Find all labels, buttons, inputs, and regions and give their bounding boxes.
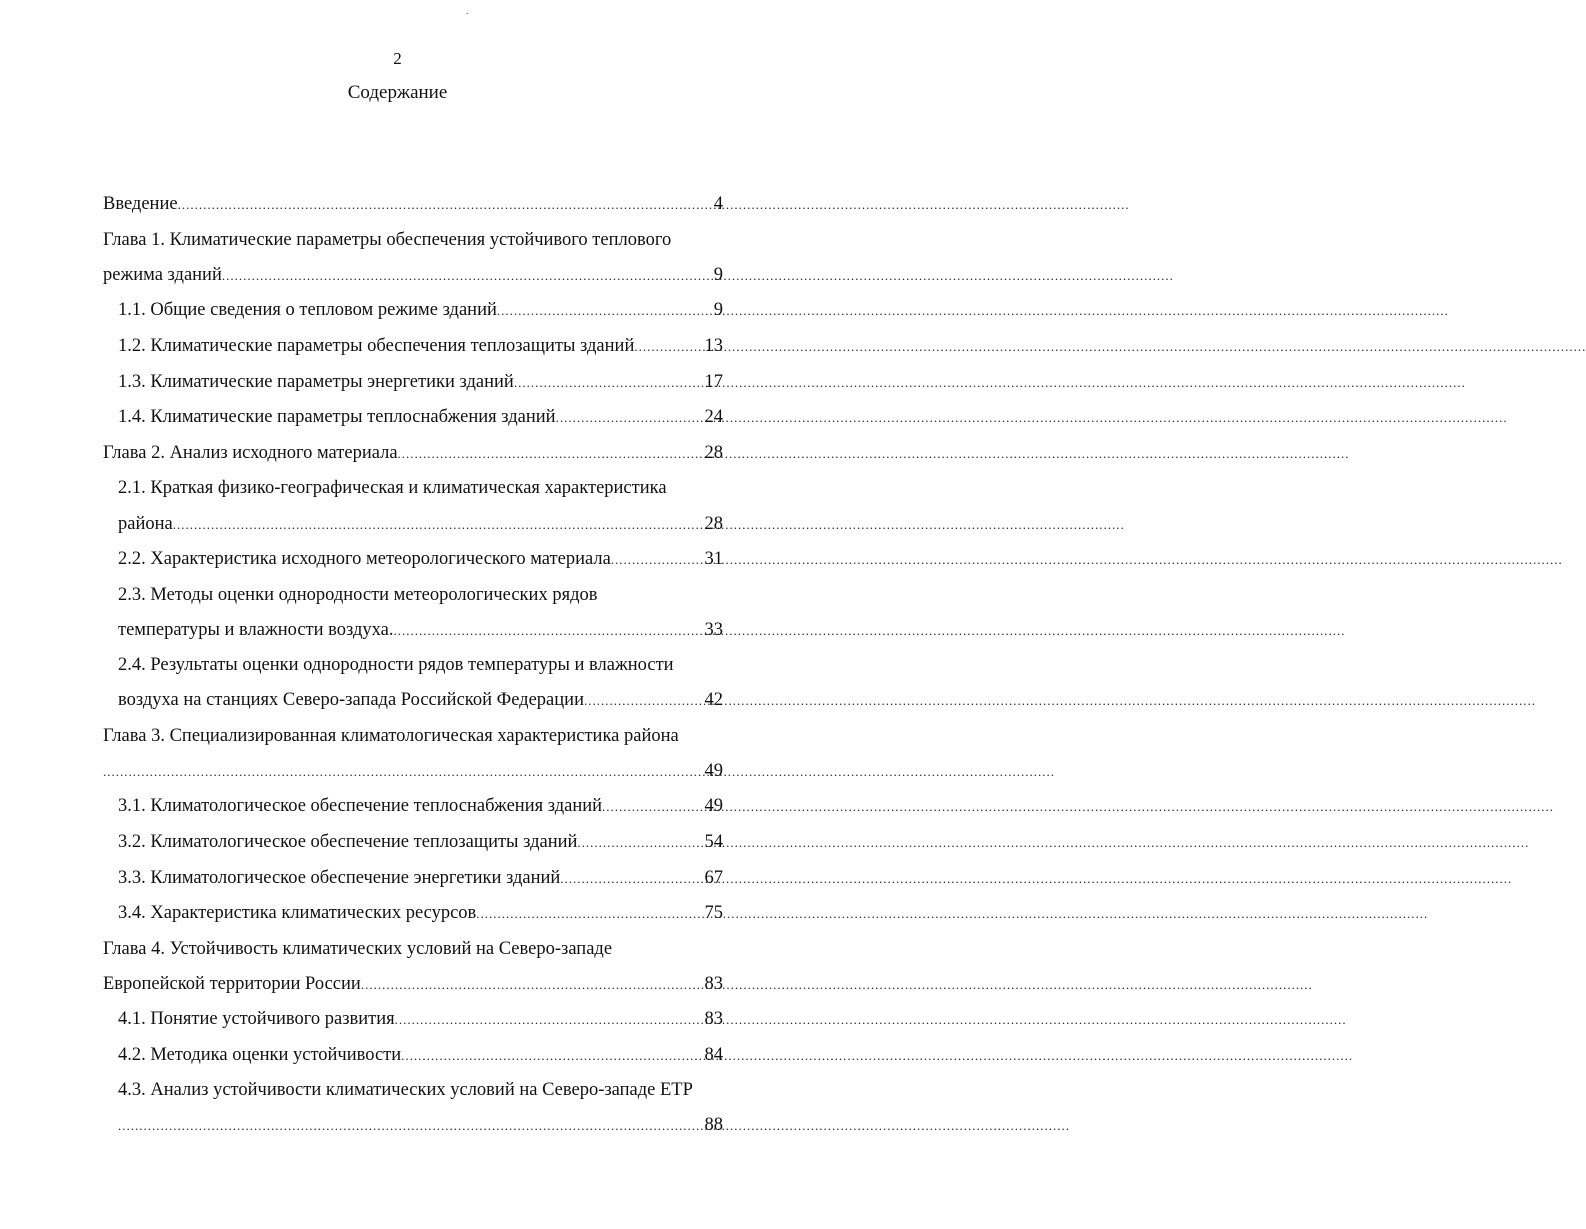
leader-dots (361, 972, 705, 998)
toc-label: Европейской территории России (103, 974, 361, 994)
leader-dots (398, 441, 705, 467)
toc-entry-intro[interactable] (103, 191, 723, 217)
toc-label: Введение (103, 194, 178, 214)
toc-label: 3.2. Климатологическое обеспечение теплозащиты зданий (118, 832, 578, 852)
toc-entry-4-2[interactable] (118, 1042, 723, 1068)
toc-entry-4-3[interactable] (118, 1112, 723, 1138)
toc-label: температуры и влажности воздуха. (118, 620, 394, 640)
leader-dots (401, 1043, 704, 1069)
toc-entry-chapter-1-line1[interactable] (103, 227, 723, 253)
toc-label: 1.1. Общие сведения о тепловом режиме зданий (118, 300, 497, 320)
toc-label: 4.1. Понятие устойчивого развития (118, 1009, 395, 1029)
toc-label: 4.3. Анализ устойчивости климатических условий на Северо-западе ЕТР (118, 1080, 693, 1100)
toc-page: 4 (713, 194, 723, 214)
leader-dots (560, 866, 704, 892)
toc-page: 24 (704, 407, 723, 427)
leader-dots (497, 298, 714, 324)
leader-dots (395, 1007, 705, 1033)
toc-entry-1-3[interactable] (118, 369, 723, 395)
toc-label: Глава 3. Специализированная климатологическая характеристика района (103, 726, 679, 746)
toc-entry-3-4[interactable] (118, 900, 723, 926)
toc-page: 75 (704, 903, 723, 923)
toc-entry-chapter-1[interactable] (103, 262, 723, 288)
toc-entry-2-1-line1[interactable] (118, 475, 723, 501)
toc-page: 49 (704, 761, 723, 781)
leader-dots (514, 370, 705, 396)
toc-entry-1-4[interactable] (118, 404, 723, 430)
leader-dots (602, 794, 704, 820)
leader-dots (611, 547, 705, 573)
toc-entry-1-1[interactable] (118, 297, 723, 323)
leader-dots (103, 759, 705, 785)
toc-page: 84 (704, 1045, 723, 1065)
toc-entry-chapter-3[interactable] (103, 758, 723, 784)
toc-page: 88 (704, 1115, 723, 1135)
toc-entry-2-1[interactable] (118, 511, 723, 537)
toc-label: 3.1. Климатологическое обеспечение теплоснабжения зданий (118, 796, 603, 816)
toc-entry-2-2[interactable] (118, 546, 723, 572)
toc-entry-4-3-line1[interactable] (118, 1077, 723, 1103)
leader-dots (222, 263, 714, 289)
toc-page: 33 (704, 620, 723, 640)
toc-label: 2.3. Методы оценки однородности метеорологических рядов (118, 585, 598, 605)
toc-label: 2.4. Результаты оценки однородности рядов температуры и влажности (118, 655, 674, 675)
toc-page: 17 (704, 372, 723, 392)
leader-dots (556, 405, 705, 431)
toc-entry-3-3[interactable] (118, 865, 723, 891)
page-title: Содержание (347, 82, 448, 103)
toc-entry-2-3[interactable] (118, 617, 723, 643)
toc-page: 83 (704, 1009, 723, 1029)
toc-page: 42 (704, 690, 723, 710)
toc-label: режима зданий (103, 265, 222, 285)
toc-label: Глава 4. Устойчивость климатических условий на Северо-западе (103, 939, 613, 959)
toc-entry-2-4[interactable] (118, 687, 723, 713)
leader-dots (394, 618, 705, 644)
toc-page: 28 (704, 514, 723, 534)
toc-label: 1.2. Климатические параметры обеспечения теплозащиты зданий (118, 336, 635, 356)
toc-label: 3.4. Характеристика климатических ресурсов (118, 903, 477, 923)
toc-page: 83 (704, 974, 723, 994)
toc-entry-chapter-4-line1[interactable] (103, 936, 723, 962)
toc-label: воздуха на станциях Северо-запада Российской Федерации (118, 690, 584, 710)
toc-page: 31 (704, 549, 723, 569)
leader-dots (118, 1113, 705, 1139)
toc-page: 9 (713, 265, 723, 285)
toc-entry-1-2[interactable] (118, 333, 723, 359)
toc-label: района (118, 514, 173, 534)
toc-label: 4.2. Методика оценки устойчивости (118, 1045, 402, 1065)
toc-entry-2-3-line1[interactable] (118, 582, 723, 608)
page-number: 2 (393, 49, 402, 68)
scan-mark: . (466, 6, 469, 17)
toc-entry-chapter-4[interactable] (103, 971, 723, 997)
toc-page: 28 (704, 443, 723, 463)
toc-entry-4-1[interactable] (118, 1006, 723, 1032)
leader-dots (173, 512, 705, 538)
toc-label: 2.1. Краткая физико-географическая и климатическая характеристика (118, 478, 667, 498)
toc-label: Глава 2. Анализ исходного материала (103, 443, 398, 463)
toc-label: 1.3. Климатические параметры энергетики зданий (118, 372, 514, 392)
toc-label: 2.2. Характеристика исходного метеорологического материала (118, 549, 611, 569)
toc-entry-3-2[interactable] (118, 829, 723, 855)
leader-dots (634, 334, 704, 360)
toc-entry-2-4-line1[interactable] (118, 652, 723, 678)
toc-label: Глава 1. Климатические параметры обеспечения устойчивого теплового (103, 230, 672, 250)
toc-page: 49 (704, 796, 723, 816)
toc-entry-chapter-3-line1[interactable] (103, 723, 723, 749)
toc-page: 67 (704, 868, 723, 888)
toc-page: 54 (704, 832, 723, 852)
toc-entry-3-1[interactable] (118, 793, 723, 819)
toc-page: 9 (713, 300, 723, 320)
toc-entry-chapter-2[interactable] (103, 440, 723, 466)
leader-dots (577, 830, 704, 856)
leader-dots (476, 901, 704, 927)
toc-label: 3.3. Климатологическое обеспечение энергетики зданий (118, 868, 561, 888)
leader-dots (178, 192, 714, 218)
toc-label: 1.4. Климатические параметры теплоснабжения зданий (118, 407, 556, 427)
leader-dots (584, 688, 705, 714)
toc-page: 13 (704, 336, 723, 356)
